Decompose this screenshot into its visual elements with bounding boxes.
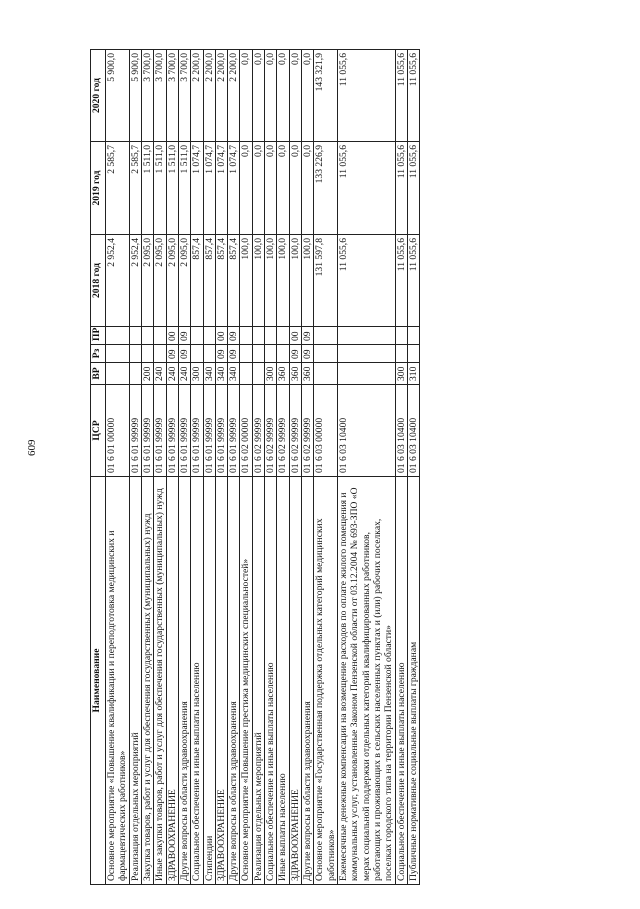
header-2019: 2019 год xyxy=(91,142,106,235)
cell-2020: 11 055,6 xyxy=(395,50,407,142)
cell-name: Основное мероприятие «Повышение квалификации и переподготовка медицинских и фармацевтических работников» xyxy=(106,477,130,885)
cell-2019: 1 074,7 xyxy=(215,142,227,235)
cell-2018: 100,0 xyxy=(265,235,277,327)
header-rz: Рз xyxy=(91,345,106,363)
cell-2018: 857,4 xyxy=(228,235,240,327)
cell-csr: 01 6 01 99999 xyxy=(154,385,166,477)
cell-csr: 01 6 01 99999 xyxy=(228,385,240,477)
cell-pr xyxy=(106,327,130,345)
cell-2020: 2 200,0 xyxy=(215,50,227,142)
cell-name: Публичные нормативные социальные выплаты гражданам xyxy=(407,477,419,885)
cell-pr xyxy=(314,327,338,345)
cell-vr: 300 xyxy=(265,363,277,385)
cell-2019: 2 585,7 xyxy=(129,142,141,235)
cell-vr: 300 xyxy=(191,363,203,385)
table-row xyxy=(166,50,178,885)
cell-vr: 300 xyxy=(395,363,407,385)
cell-vr xyxy=(106,363,130,385)
cell-vr: 340 xyxy=(215,363,227,385)
cell-2018: 100,0 xyxy=(302,235,314,327)
cell-csr: 01 6 03 00000 xyxy=(314,385,338,477)
table-row xyxy=(141,50,153,885)
page-number: 609 xyxy=(26,439,38,456)
cell-2018: 100,0 xyxy=(252,235,264,327)
cell-2019: 11 055,6 xyxy=(337,142,395,235)
cell-2018: 100,0 xyxy=(289,235,301,327)
cell-csr: 01 6 02 99999 xyxy=(252,385,264,477)
cell-name: Иные выплаты населению xyxy=(277,477,289,885)
header-2020: 2020 год xyxy=(91,50,106,142)
cell-rz xyxy=(277,345,289,363)
cell-pr xyxy=(395,327,407,345)
table-header-row xyxy=(91,50,106,885)
cell-2018: 2 095,0 xyxy=(178,235,190,327)
cell-name: Закупка товаров, работ и услуг для обеспечения государственных (муниципальных) нужд xyxy=(141,477,153,885)
cell-2019: 1 511,0 xyxy=(178,142,190,235)
cell-vr: 240 xyxy=(178,363,190,385)
cell-csr: 01 6 03 10400 xyxy=(337,385,395,477)
cell-2018: 857,4 xyxy=(203,235,215,327)
cell-pr: 09 xyxy=(302,327,314,345)
cell-csr: 01 6 02 00000 xyxy=(240,385,252,477)
header-2018: 2018 год xyxy=(91,235,106,327)
cell-vr: 360 xyxy=(302,363,314,385)
cell-rz: 09 xyxy=(166,345,178,363)
cell-2019: 11 055,6 xyxy=(395,142,407,235)
cell-csr: 01 6 01 99999 xyxy=(215,385,227,477)
cell-name: Стипендии xyxy=(203,477,215,885)
cell-csr: 01 6 03 10400 xyxy=(407,385,419,477)
cell-csr: 01 6 01 99999 xyxy=(178,385,190,477)
cell-2020: 0,0 xyxy=(240,50,252,142)
cell-csr: 01 6 01 99999 xyxy=(203,385,215,477)
cell-2019: 1 074,7 xyxy=(191,142,203,235)
cell-csr: 01 6 03 10400 xyxy=(395,385,407,477)
cell-name: Социальное обеспечение и иные выплаты населению xyxy=(395,477,407,885)
table-row xyxy=(106,50,130,885)
cell-rz xyxy=(395,345,407,363)
cell-pr xyxy=(407,327,419,345)
header-name: Наименование xyxy=(91,477,106,885)
cell-name: ЗДРАВООХРАНЕНИЕ xyxy=(166,477,178,885)
cell-2020: 0,0 xyxy=(252,50,264,142)
cell-pr xyxy=(141,327,153,345)
cell-pr xyxy=(154,327,166,345)
table-row xyxy=(302,50,314,885)
cell-pr xyxy=(265,327,277,345)
cell-vr: 240 xyxy=(166,363,178,385)
cell-vr xyxy=(314,363,338,385)
cell-name: Основное мероприятие «Повышение престижа медицинских специальностей» xyxy=(240,477,252,885)
table-row xyxy=(203,50,215,885)
cell-2019: 0,0 xyxy=(289,142,301,235)
cell-2020: 5 900,0 xyxy=(129,50,141,142)
cell-name: Социальное обеспечение и иные выплаты населению xyxy=(265,477,277,885)
cell-vr: 310 xyxy=(407,363,419,385)
rotated-table-container xyxy=(90,50,570,885)
cell-rz xyxy=(141,345,153,363)
cell-pr xyxy=(252,327,264,345)
cell-2020: 3 700,0 xyxy=(154,50,166,142)
cell-pr xyxy=(337,327,395,345)
header-pr: ПР xyxy=(91,327,106,345)
cell-2018: 131 597,8 xyxy=(314,235,338,327)
cell-csr: 01 6 02 99999 xyxy=(277,385,289,477)
cell-2020: 0,0 xyxy=(302,50,314,142)
cell-2020: 0,0 xyxy=(265,50,277,142)
cell-csr: 01 6 01 99999 xyxy=(129,385,141,477)
cell-vr: 200 xyxy=(141,363,153,385)
cell-rz: 09 xyxy=(228,345,240,363)
cell-pr: 00 xyxy=(215,327,227,345)
page-number-area xyxy=(0,4,58,909)
cell-vr: 240 xyxy=(154,363,166,385)
table-row xyxy=(407,50,419,885)
cell-rz: 09 xyxy=(302,345,314,363)
cell-2019: 1 074,7 xyxy=(228,142,240,235)
cell-2018: 857,4 xyxy=(215,235,227,327)
cell-name: Основное мероприятие «Государственная поддержка отдельных категорий медицинских работников» xyxy=(314,477,338,885)
cell-vr xyxy=(337,363,395,385)
table-row xyxy=(129,50,141,885)
cell-name: Другие вопросы в области здравоохранения xyxy=(302,477,314,885)
cell-csr: 01 6 01 00000 xyxy=(106,385,130,477)
cell-name: Иные закупки товаров, работ и услуг для обеспечения государственных (муниципальных) нужд xyxy=(154,477,166,885)
cell-2019: 0,0 xyxy=(240,142,252,235)
cell-2020: 3 700,0 xyxy=(178,50,190,142)
cell-rz xyxy=(106,345,130,363)
cell-2018: 11 055,6 xyxy=(407,235,419,327)
table-row xyxy=(252,50,264,885)
cell-rz xyxy=(337,345,395,363)
cell-csr: 01 6 02 99999 xyxy=(265,385,277,477)
cell-2018: 100,0 xyxy=(277,235,289,327)
table-row xyxy=(277,50,289,885)
table-row xyxy=(289,50,301,885)
table-body xyxy=(106,50,420,885)
cell-2019: 0,0 xyxy=(265,142,277,235)
cell-2018: 2 095,0 xyxy=(141,235,153,327)
table-row xyxy=(337,50,395,885)
cell-vr: 340 xyxy=(228,363,240,385)
cell-vr xyxy=(240,363,252,385)
cell-rz: 09 xyxy=(289,345,301,363)
cell-2020: 143 321,9 xyxy=(314,50,338,142)
table-row xyxy=(154,50,166,885)
cell-2018: 2 095,0 xyxy=(166,235,178,327)
cell-vr: 360 xyxy=(289,363,301,385)
cell-2018: 100,0 xyxy=(240,235,252,327)
cell-2019: 0,0 xyxy=(302,142,314,235)
cell-rz xyxy=(314,345,338,363)
cell-rz xyxy=(129,345,141,363)
cell-2020: 2 200,0 xyxy=(228,50,240,142)
cell-rz: 09 xyxy=(215,345,227,363)
cell-name: Другие вопросы в области здравоохранения xyxy=(228,477,240,885)
cell-csr: 01 6 02 99999 xyxy=(302,385,314,477)
cell-2020: 0,0 xyxy=(289,50,301,142)
header-csr: ЦСР xyxy=(91,385,106,477)
cell-2018: 11 055,6 xyxy=(337,235,395,327)
cell-pr: 09 xyxy=(228,327,240,345)
cell-csr: 01 6 02 99999 xyxy=(289,385,301,477)
cell-csr: 01 6 01 99999 xyxy=(166,385,178,477)
cell-rz xyxy=(154,345,166,363)
cell-name: Реализация отдельных мероприятий xyxy=(129,477,141,885)
table-row xyxy=(240,50,252,885)
cell-2018: 857,4 xyxy=(191,235,203,327)
table-row xyxy=(228,50,240,885)
cell-csr: 01 6 01 99999 xyxy=(191,385,203,477)
budget-table xyxy=(90,49,420,885)
cell-2019: 133 226,9 xyxy=(314,142,338,235)
header-vr: ВР xyxy=(91,363,106,385)
cell-csr: 01 6 01 99999 xyxy=(141,385,153,477)
cell-2018: 2 952,4 xyxy=(106,235,130,327)
cell-2020: 3 700,0 xyxy=(141,50,153,142)
cell-name: Социальное обеспечение и иные выплаты населению xyxy=(191,477,203,885)
cell-2018: 11 055,6 xyxy=(395,235,407,327)
table-row xyxy=(314,50,338,885)
cell-vr: 360 xyxy=(277,363,289,385)
cell-name: Реализация отдельных мероприятий xyxy=(252,477,264,885)
cell-pr xyxy=(191,327,203,345)
cell-rz xyxy=(252,345,264,363)
cell-2018: 2 095,0 xyxy=(154,235,166,327)
cell-rz xyxy=(240,345,252,363)
cell-2019: 1 074,7 xyxy=(203,142,215,235)
cell-rz xyxy=(203,345,215,363)
table-row xyxy=(395,50,407,885)
cell-2020: 5 900,0 xyxy=(106,50,130,142)
cell-pr xyxy=(203,327,215,345)
cell-pr: 00 xyxy=(289,327,301,345)
cell-name: Другие вопросы в области здравоохранения xyxy=(178,477,190,885)
table-row xyxy=(265,50,277,885)
table-row xyxy=(191,50,203,885)
cell-pr xyxy=(240,327,252,345)
cell-pr: 00 xyxy=(166,327,178,345)
cell-2020: 2 200,0 xyxy=(191,50,203,142)
cell-pr xyxy=(129,327,141,345)
cell-2020: 2 200,0 xyxy=(203,50,215,142)
cell-2019: 1 511,0 xyxy=(141,142,153,235)
cell-2020: 11 055,6 xyxy=(337,50,395,142)
cell-2020: 11 055,6 xyxy=(407,50,419,142)
cell-name: Ежемесячные денежные компенсации на возмещение расходов по оплате жилого помещения и коммунальных услуг, установленные Законом Пензенской области от 03.12.2004 № 693-ЗПО «О мерах социальной поддержки отдельных категорий квалифицированных работников, работающих и проживающих в сельских населенных пунктах и (или) рабочих поселках, поселках городского типа на территории Пензенской области» xyxy=(337,477,395,885)
table-row xyxy=(178,50,190,885)
cell-rz: 09 xyxy=(178,345,190,363)
cell-2019: 0,0 xyxy=(277,142,289,235)
cell-name: ЗДРАВООХРАНЕНИЕ xyxy=(215,477,227,885)
cell-pr: 09 xyxy=(178,327,190,345)
cell-2019: 1 511,0 xyxy=(166,142,178,235)
cell-name: ЗДРАВООХРАНЕНИЕ xyxy=(289,477,301,885)
cell-2019: 1 511,0 xyxy=(154,142,166,235)
cell-2020: 0,0 xyxy=(277,50,289,142)
cell-2018: 2 952,4 xyxy=(129,235,141,327)
cell-2019: 2 585,7 xyxy=(106,142,130,235)
cell-rz xyxy=(407,345,419,363)
table-row xyxy=(215,50,227,885)
cell-vr xyxy=(129,363,141,385)
cell-vr xyxy=(252,363,264,385)
cell-2019: 11 055,6 xyxy=(407,142,419,235)
cell-vr: 340 xyxy=(203,363,215,385)
cell-rz xyxy=(265,345,277,363)
cell-2019: 0,0 xyxy=(252,142,264,235)
cell-pr xyxy=(277,327,289,345)
cell-2020: 3 700,0 xyxy=(166,50,178,142)
cell-rz xyxy=(191,345,203,363)
